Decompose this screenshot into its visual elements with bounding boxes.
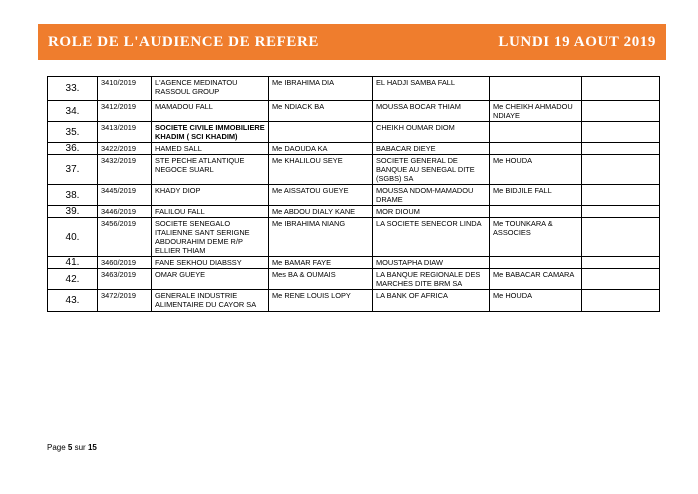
hearing-title: ROLE DE L'AUDIENCE DE REFERE bbox=[48, 33, 320, 50]
page-header-banner bbox=[38, 24, 666, 60]
case-number: 42. bbox=[48, 269, 98, 290]
defendant-lawyer-cell: Me TOUNKARA & ASSOCIES bbox=[490, 218, 582, 257]
page-label: Page bbox=[47, 443, 66, 452]
claimant-lawyer-cell: Me ABDOU DIALY KANE bbox=[269, 206, 373, 218]
hearing-date: LUNDI 19 AOUT 2019 bbox=[498, 33, 656, 50]
defendant-cell: MOR DIOUM bbox=[373, 206, 490, 218]
table-row bbox=[48, 218, 660, 257]
defendant-lawyer-cell bbox=[490, 143, 582, 155]
defendant-lawyer-cell bbox=[490, 77, 582, 101]
page-sep: sur bbox=[74, 443, 86, 452]
claimant-lawyer-cell: Me AISSATOU GUEYE bbox=[269, 185, 373, 206]
defendant-lawyer-cell bbox=[490, 206, 582, 218]
table-row bbox=[48, 269, 660, 290]
claimant-cell: HAMED SALL bbox=[152, 143, 269, 155]
defendant-lawyer-cell bbox=[490, 122, 582, 143]
empty-cell bbox=[582, 122, 660, 143]
case-number: 38. bbox=[48, 185, 98, 206]
claimant-lawyer-cell: Me BAMAR FAYE bbox=[269, 257, 373, 269]
table-row bbox=[48, 122, 660, 143]
empty-cell bbox=[582, 185, 660, 206]
case-number: 33. bbox=[48, 77, 98, 101]
defendant-lawyer-cell: Me BIDJILE FALL bbox=[490, 185, 582, 206]
table-row bbox=[48, 257, 660, 269]
claimant-cell: L'AGENCE MEDINATOU RASSOUL GROUP bbox=[152, 77, 269, 101]
defendant-cell: MOUSSA NDOM-MAMADOU DRAME bbox=[373, 185, 490, 206]
empty-cell bbox=[582, 218, 660, 257]
page-current: 5 bbox=[67, 443, 73, 452]
case-reference: 3413/2019 bbox=[98, 122, 152, 143]
case-number: 36. bbox=[48, 143, 98, 155]
claimant-cell: STE PECHE ATLANTIQUE NEGOCE SUARL bbox=[152, 155, 269, 185]
claimant-lawyer-cell: Me KHALILOU SEYE bbox=[269, 155, 373, 185]
empty-cell bbox=[582, 155, 660, 185]
claimant-lawyer-cell: Me IBRAHIMA NIANG bbox=[269, 218, 373, 257]
claimant-lawyer-cell: Me NDIACK BA bbox=[269, 101, 373, 122]
table-row bbox=[48, 143, 660, 155]
table-row bbox=[48, 206, 660, 218]
table-row bbox=[48, 77, 660, 101]
claimant-lawyer-cell: Mes BA & OUMAIS bbox=[269, 269, 373, 290]
claimant-cell: FANE SEKHOU DIABSSY bbox=[152, 257, 269, 269]
claimant-lawyer-cell bbox=[269, 122, 373, 143]
empty-cell bbox=[582, 269, 660, 290]
case-reference: 3460/2019 bbox=[98, 257, 152, 269]
claimant-cell: OMAR GUEYE bbox=[152, 269, 269, 290]
empty-cell bbox=[582, 101, 660, 122]
page-total: 15 bbox=[87, 443, 97, 452]
claimant-lawyer-cell: Me RENE LOUIS LOPY bbox=[269, 290, 373, 312]
claimant-lawyer-cell: Me DAOUDA KA bbox=[269, 143, 373, 155]
empty-cell bbox=[582, 206, 660, 218]
empty-cell bbox=[582, 77, 660, 101]
claimant-cell: SOCIETE SENEGALO ITALIENNE SANT SERIGNE ABDOURAHIM DEME R/P ELLIER THIAM bbox=[152, 218, 269, 257]
defendant-cell: SOCIETE GENERAL DE BANQUE AU SENEGAL DITE (SGBS) SA bbox=[373, 155, 490, 185]
case-reference: 3456/2019 bbox=[98, 218, 152, 257]
case-reference: 3472/2019 bbox=[98, 290, 152, 312]
defendant-cell: EL HADJI SAMBA FALL bbox=[373, 77, 490, 101]
defendant-cell: LA SOCIETE SENECOR LINDA bbox=[373, 218, 490, 257]
case-number: 40. bbox=[48, 218, 98, 257]
claimant-cell: KHADY DIOP bbox=[152, 185, 269, 206]
case-reference: 3410/2019 bbox=[98, 77, 152, 101]
case-reference: 3432/2019 bbox=[98, 155, 152, 185]
empty-cell bbox=[582, 290, 660, 312]
defendant-lawyer-cell: Me HOUDA bbox=[490, 155, 582, 185]
case-reference: 3422/2019 bbox=[98, 143, 152, 155]
table-row bbox=[48, 155, 660, 185]
table-row bbox=[48, 101, 660, 122]
defendant-lawyer-cell: Me HOUDA bbox=[490, 290, 582, 312]
hearing-schedule-table bbox=[47, 76, 660, 312]
defendant-cell: CHEIKH OUMAR DIOM bbox=[373, 122, 490, 143]
case-reference: 3446/2019 bbox=[98, 206, 152, 218]
case-number: 37. bbox=[48, 155, 98, 185]
case-number: 35. bbox=[48, 122, 98, 143]
defendant-cell: LA BANQUE REGIONALE DES MARCHES DITE BRM SA bbox=[373, 269, 490, 290]
table-row bbox=[48, 290, 660, 312]
claimant-lawyer-cell: Me IBRAHIMA DIA bbox=[269, 77, 373, 101]
case-number: 39. bbox=[48, 206, 98, 218]
defendant-lawyer-cell: Me BABACAR CAMARA bbox=[490, 269, 582, 290]
defendant-lawyer-cell bbox=[490, 257, 582, 269]
defendant-cell: MOUSTAPHA DIAW bbox=[373, 257, 490, 269]
claimant-cell: FALILOU FALL bbox=[152, 206, 269, 218]
claimant-cell: MAMADOU FALL bbox=[152, 101, 269, 122]
defendant-lawyer-cell: Me CHEIKH AHMADOU NDIAYE bbox=[490, 101, 582, 122]
defendant-cell: BABACAR DIEYE bbox=[373, 143, 490, 155]
case-number: 34. bbox=[48, 101, 98, 122]
case-reference: 3463/2019 bbox=[98, 269, 152, 290]
page-footer bbox=[47, 443, 97, 452]
case-reference: 3412/2019 bbox=[98, 101, 152, 122]
case-number: 41. bbox=[48, 257, 98, 269]
table-row bbox=[48, 185, 660, 206]
case-number: 43. bbox=[48, 290, 98, 312]
claimant-cell: GENERALE INDUSTRIE ALIMENTAIRE DU CAYOR SA bbox=[152, 290, 269, 312]
defendant-cell: MOUSSA BOCAR THIAM bbox=[373, 101, 490, 122]
empty-cell bbox=[582, 257, 660, 269]
claimant-cell: SOCIETE CIVILE IMMOBILIERE KHADIM ( SCI KHADIM) bbox=[152, 122, 269, 143]
case-reference: 3445/2019 bbox=[98, 185, 152, 206]
empty-cell bbox=[582, 143, 660, 155]
defendant-cell: LA BANK OF AFRICA bbox=[373, 290, 490, 312]
